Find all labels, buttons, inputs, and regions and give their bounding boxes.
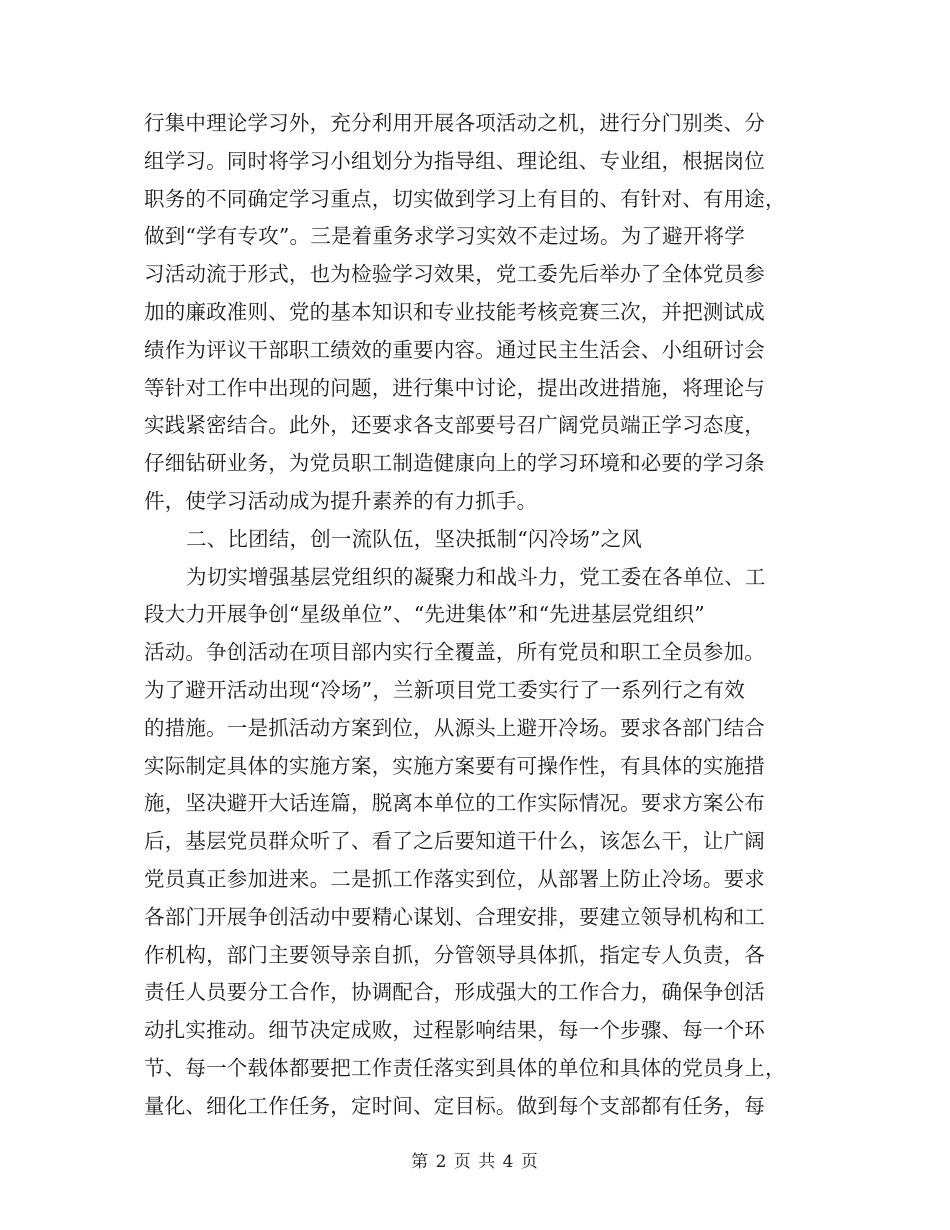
text-line: 党员真正参加进来。二是抓工作落实到位，从部署上防止冷场。要求 [144,866,765,891]
text-line: 动扎实推动。细节决定成败，过程影响结果，每一个步骤、每一个环 [144,1018,765,1043]
text-line: 仔细钻研业务，为党员职工制造健康向上的学习环境和必要的学习条 [144,451,765,476]
text-line: 活动。争创活动在项目部内实行全覆盖，所有党员和职工全员参加。 [144,640,765,665]
text-line: 责任人员要分工合作，协调配合，形成强大的工作合力，确保争创活 [144,980,765,1005]
text-line: 量化、细化工作任务，定时间、定目标。做到每个支部都有任务，每 [144,1093,765,1118]
text-line: 实际制定具体的实施方案，实施方案要有可操作性，有具体的实施措 [144,753,765,778]
text-line: 职务的不同确定学习重点，切实做到学习上有目的、有针对、有用途， [144,186,786,211]
text-line: 施，坚决避开大话连篇，脱离本单位的工作实际情况。要求方案公布 [144,791,765,816]
text-line: 行集中理论学习外，充分利用开展各项活动之机，进行分门别类、分 [144,111,765,135]
text-line: 节、每一个载体都要把工作责任落实到具体的单位和具体的党员身上， [144,1055,786,1080]
text-line: 后，基层党员群众听了、看了之后要知道干什么，该怎么干，让广阔 [144,829,765,854]
text-line: 做到“学有专攻”。三是着重务求学习实效不走过场。为了避开将学 [144,224,745,249]
text-line: 习活动流于形式，也为检验学习效果，党工委先后举办了全体党员参 [144,262,765,287]
text-line: 等针对工作中出现的问题，进行集中讨论，提出改进措施，将理论与 [144,375,765,400]
text-line: 作机构，部门主要领导亲自抓，分管领导具体抓，指定专人负责，各 [144,942,765,967]
text-line: 组学习。同时将学习小组划分为指导组、理论组、专业组，根据岗位 [144,148,765,173]
text-line: 的措施。一是抓活动方案到位，从源头上避开冷场。要求各部门结合 [144,715,765,740]
document-body [144,105,808,1126]
paragraph-first-line: 为切实增强基层党组织的凝聚力和战斗力，党工委在各单位、工 [186,564,766,589]
text-line: 段大力开展争创“星级单位”、“先进集体”和“先进基层党组织” [144,602,705,627]
text-line: 加的廉政准则、党的基本知识和专业技能考核竞赛三次，并把测试成 [144,299,765,324]
page-number-footer: 第 2 页 共 4 页 [411,1152,539,1172]
text-line: 实践紧密结合。此外，还要求各支部要号召广阔党员端正学习态度， [144,413,765,438]
text-line: 各部门开展争创活动中要精心谋划、合理安排，要建立领导机构和工 [144,904,765,929]
text-line: 件，使学习活动成为提升素养的有力抓手。 [144,488,538,513]
text-line: 绩作为评议干部职工绩效的重要内容。通过民主生活会、小组研讨会 [144,337,765,362]
section-heading: 二、比团结，创一流队伍，坚决抵制“闪冷场”之风 [186,526,643,551]
text-line: 为了避开活动出现“冷场”，兰新项目党工委实行了一系列行之有效 [144,677,745,702]
